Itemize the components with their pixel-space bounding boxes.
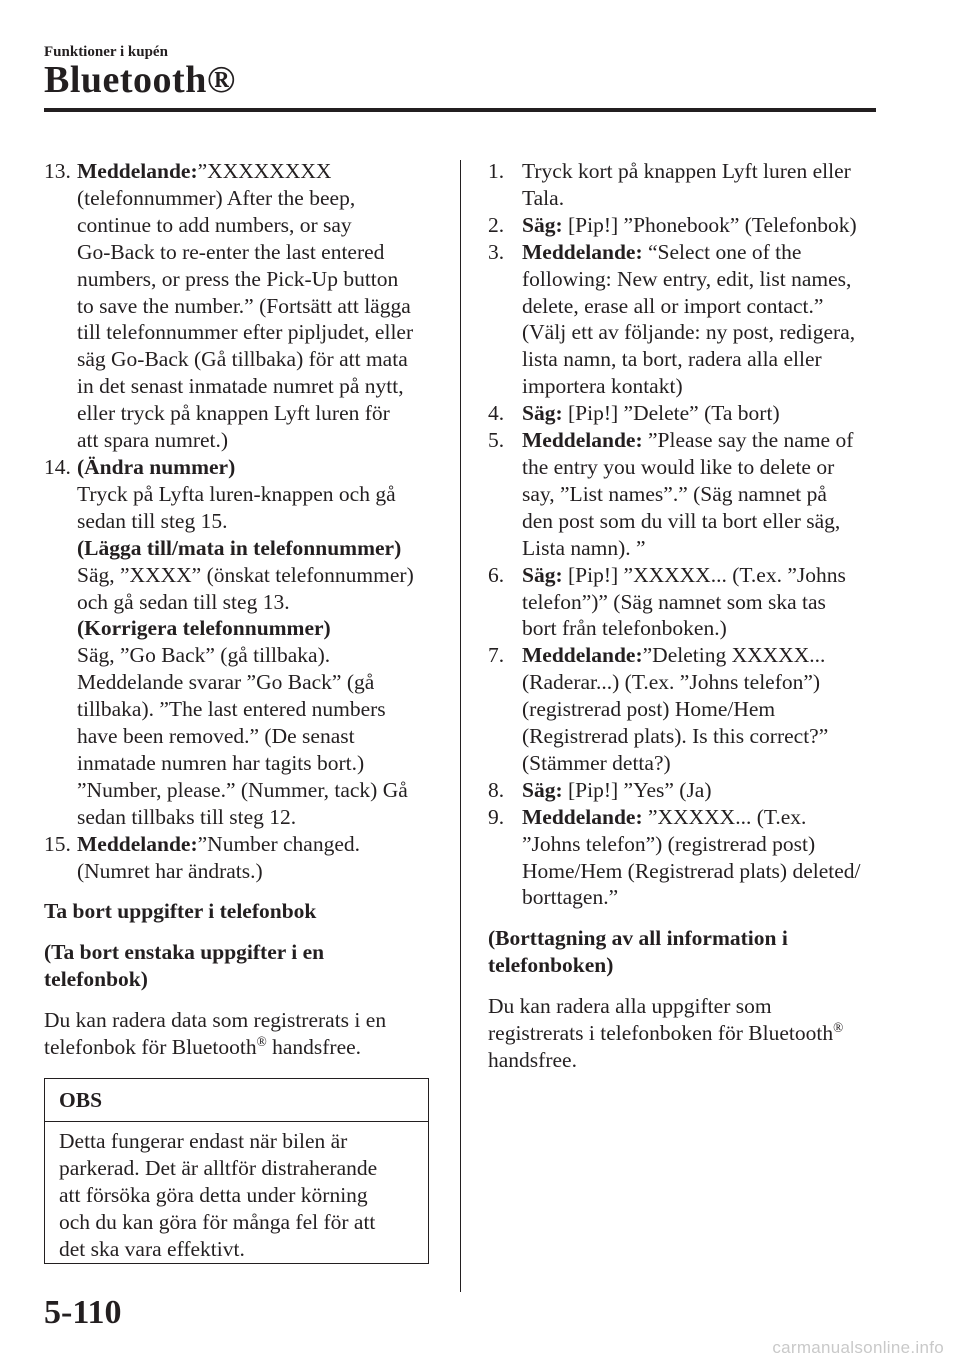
step-number: 9.	[488, 804, 505, 829]
step-body: Meddelande:”Deleting XXXXX... (Raderar...) (T.ex. ”Johns telefon”) (registrerad post) Home/Hem (Registrerad plats). Is this correct?” (Stämmer detta?)	[522, 643, 829, 775]
step-number: 2.	[488, 212, 505, 237]
step-label: Meddelande:	[522, 804, 643, 829]
step-body: Meddelande: ”XXXXX... (T.ex. ”Johns telefon”) (registrerad post) Home/Hem (Registrerad plats) deleted/ borttagen.”	[522, 804, 861, 910]
section-heading-all: (Borttagning av all information i telefonboken)	[488, 926, 788, 978]
header-rule	[44, 108, 876, 112]
step-number: 14.	[44, 454, 71, 479]
section-label: Funktioner i kupén	[44, 44, 168, 60]
step-body: Meddelande: “Select one of the following: New entry, edit, list names, delete, erase all or import contact.” (Välj ett av följande: ny post, redigera, lista namn, ta bort, radera alla eller importera kontakt)	[522, 239, 856, 399]
section-heading-delete: Ta bort uppgifter i telefonbok	[44, 899, 317, 924]
registered-mark: ®	[833, 1019, 844, 1035]
column-divider	[460, 160, 461, 1292]
note-box	[44, 1078, 429, 1264]
step-body: Säg: [Pip!] ”Delete” (Ta bort)	[522, 401, 780, 426]
step-body: Tryck kort på knappen Lyft luren eller Tala.	[522, 159, 851, 210]
sub-heading: (Lägga till/mata in telefonnummer)	[77, 535, 402, 560]
body-paragraph: Du kan radera alla uppgifter som registrerats i telefonboken för Bluetooth® handsfree.	[488, 994, 844, 1072]
step-body: Säg: [Pip!] ”Phonebook” (Telefonbok)	[522, 212, 857, 237]
step-number: 1.	[488, 159, 505, 183]
note-text: Detta fungerar endast när bilen är parkerad. Det är alltför distraherande att försöka göra detta under körning och du kan göra för många fel för att det ska vara effektivt.	[59, 1129, 378, 1261]
step-label: Meddelande:	[522, 428, 643, 453]
step-number: 13.	[44, 159, 71, 183]
sub-heading: (Ändra nummer)	[77, 454, 236, 479]
step-5	[488, 427, 888, 562]
sub-heading: (Korrigera telefonnummer)	[77, 616, 331, 641]
step-label: Meddelande:	[77, 159, 198, 183]
step-label: Säg:	[522, 777, 563, 802]
page-number: 5-110	[44, 1294, 122, 1331]
step-body: Meddelande:”XXXXXXXX (telefonnummer) After the beep, continue to add numbers, or say Go-Back to re-enter the last entered numbers, or press the Pick-Up button to save the number.” (Fortsätt att lägga till telefonnummer efter pipljudet, eller säg Go-Back (Gå tillbaka) för att mata in det senast inmatade numret på nytt, eller tryck på knappen Lyft luren för att spara numret.)	[77, 159, 414, 453]
right-column	[488, 158, 888, 1074]
step-label: Säg:	[522, 562, 563, 587]
step-label: Säg:	[522, 401, 563, 426]
step-body: Meddelande:”Number changed. (Numret har ändrats.)	[77, 831, 361, 883]
step-14	[44, 454, 434, 831]
page-title: Bluetooth®	[44, 59, 236, 101]
step-2	[488, 212, 888, 239]
step-3	[488, 239, 888, 400]
body-paragraph: Du kan radera data som registrerats i en telefonbok för Bluetooth® handsfree.	[44, 1008, 387, 1060]
step-label: Meddelande:	[77, 831, 198, 856]
step-4	[488, 400, 888, 427]
step-number: 6.	[488, 562, 505, 587]
step-body: (Ändra nummer) Tryck på Lyfta luren-knappen och gå sedan till steg 15. (Lägga till/mata in telefonnummer) Säg, ”XXXX” (önskat telefonnummer) och gå sedan till steg 13. (Korrigera telefonnummer) Säg, ”Go Back” (gå tillbaka). Meddelande svarar ”Go Back” (gå tillbaka). ”The last entered numbers have been removed.” (De senast inmatade numren har tagits bort.) ”Number, please.” (Nummer, tack) Gå sedan tillbaks till steg 12.	[77, 454, 434, 831]
step-label: Säg:	[522, 212, 563, 237]
step-9	[488, 804, 888, 912]
note-title: OBS	[45, 1079, 428, 1122]
step-list	[488, 158, 888, 911]
step-13	[44, 158, 434, 454]
step-label: Meddelande:	[522, 239, 643, 264]
section-heading-single: (Ta bort enstaka uppgifter i en telefonbok)	[44, 940, 325, 992]
step-number: 5.	[488, 428, 505, 453]
step-number: 15.	[44, 831, 71, 856]
step-1	[488, 158, 888, 212]
step-number: 3.	[488, 239, 505, 264]
step-label: Meddelande:	[522, 643, 643, 668]
step-number: 8.	[488, 777, 505, 802]
step-6	[488, 562, 888, 643]
step-number: 7.	[488, 643, 505, 668]
left-column	[44, 158, 434, 1061]
step-body: Säg: [Pip!] ”XXXXX... (T.ex. ”Johns telefon”)” (Säg namnet som ska tas bort från telefonboken.)	[522, 562, 846, 641]
step-body: Säg: [Pip!] ”Yes” (Ja)	[522, 777, 712, 802]
watermark: carmanualsonline.info	[772, 1338, 944, 1357]
step-7	[488, 642, 888, 777]
step-8	[488, 777, 888, 804]
step-15	[44, 831, 434, 885]
step-body: Meddelande: ”Please say the name of the entry you would like to delete or say, ”List names”.” (Säg namnet på den post som du vill ta bort eller säg, Lista namn). ”	[522, 428, 854, 560]
step-number: 4.	[488, 401, 505, 426]
registered-mark: ®	[256, 1033, 267, 1049]
